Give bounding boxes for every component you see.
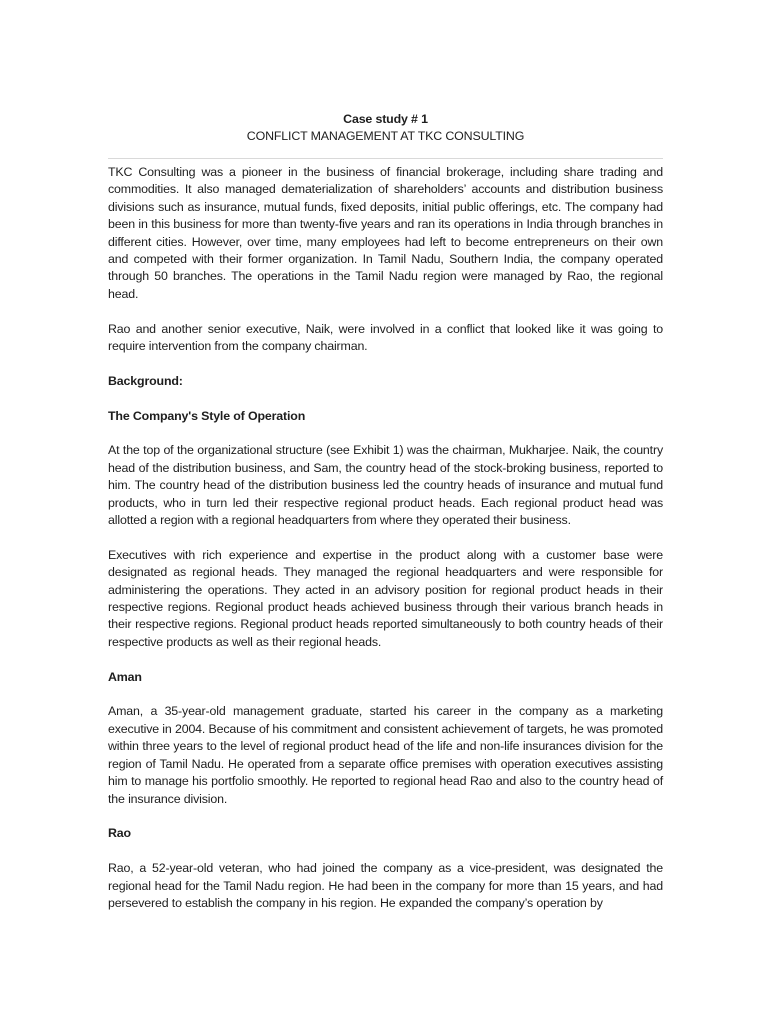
document-page [108, 0, 663, 1024]
heading-rao: Rao [108, 826, 131, 841]
title-block [108, 111, 663, 145]
case-study-title: CONFLICT MANAGEMENT AT TKC CONSULTING [246, 129, 525, 143]
paragraph-conflict: Rao and another senior executive, Naik, were involved in a conflict that looked like it was going to require intervention from the company chairman. [108, 321, 663, 354]
case-study-label: Case study # 1 [343, 112, 428, 126]
heading-aman: Aman [108, 669, 142, 684]
paragraph-intro: TKC Consulting was a pioneer in the business of financial brokerage, including share trading and commodities. It also managed dematerialization of shareholders’ accounts and distribution business divisions such as insurance, mutual funds, fixed deposits, initial public offerings, etc. The company had been in this business for more than twenty-five years and ran its operations in India through branches in different cities. However, over time, many employees had left to become entrepreneurs on their own and competed with their former organization. In Tamil Nadu, Southern India, the company operated through 50 branches. The operations in the Tamil Nadu region were managed by Rao, the regional head. [108, 165, 663, 301]
paragraph-structure: At the top of the organizational structure (see Exhibit 1) was the chairman, Mukharjee. Naik, the country head of the distribution business, and Sam, the country head of the stock-broking business, reported to him. The country head of the distribution business led the country heads of insurance and mutual fund products, who in turn led their respective regional product heads. Each regional product head was allotted a region with a regional headquarters from where they operated their business. [108, 443, 663, 528]
document-body [108, 164, 663, 930]
title-divider [108, 158, 663, 159]
heading-background: Background: [108, 373, 183, 388]
heading-company-style: The Company's Style of Operation [108, 408, 306, 423]
paragraph-rao: Rao, a 52-year-old veteran, who had joined the company as a vice-president, was designated the regional head for the Tamil Nadu region. He had been in the company for more than 15 years, and had persevered to establish the company in his region. He expanded the company’s operation by [108, 861, 663, 910]
paragraph-aman: Aman, a 35-year-old management graduate, started his career in the company as a marketing executive in 2004. Because of his commitment and consistent achievement of targets, he was promoted within three years to the level of regional product head of the life and non-life insurances division for the region of Tamil Nadu. He operated from a separate office premises with operation executives assisting him to manage his portfolio smoothly. He reported to regional head Rao and also to the country head of the insurance division. [108, 704, 663, 806]
paragraph-regional-heads: Executives with rich experience and expertise in the product along with a customer base were designated as regional heads. They managed the regional headquarters and were responsible for administering the operations. They acted in an advisory position for regional product heads in their respective regions. Regional product heads achieved business through their various branch heads in their respective regions. Regional product heads reported simultaneously to both country heads of their respective products as well as their regional heads. [108, 547, 663, 649]
